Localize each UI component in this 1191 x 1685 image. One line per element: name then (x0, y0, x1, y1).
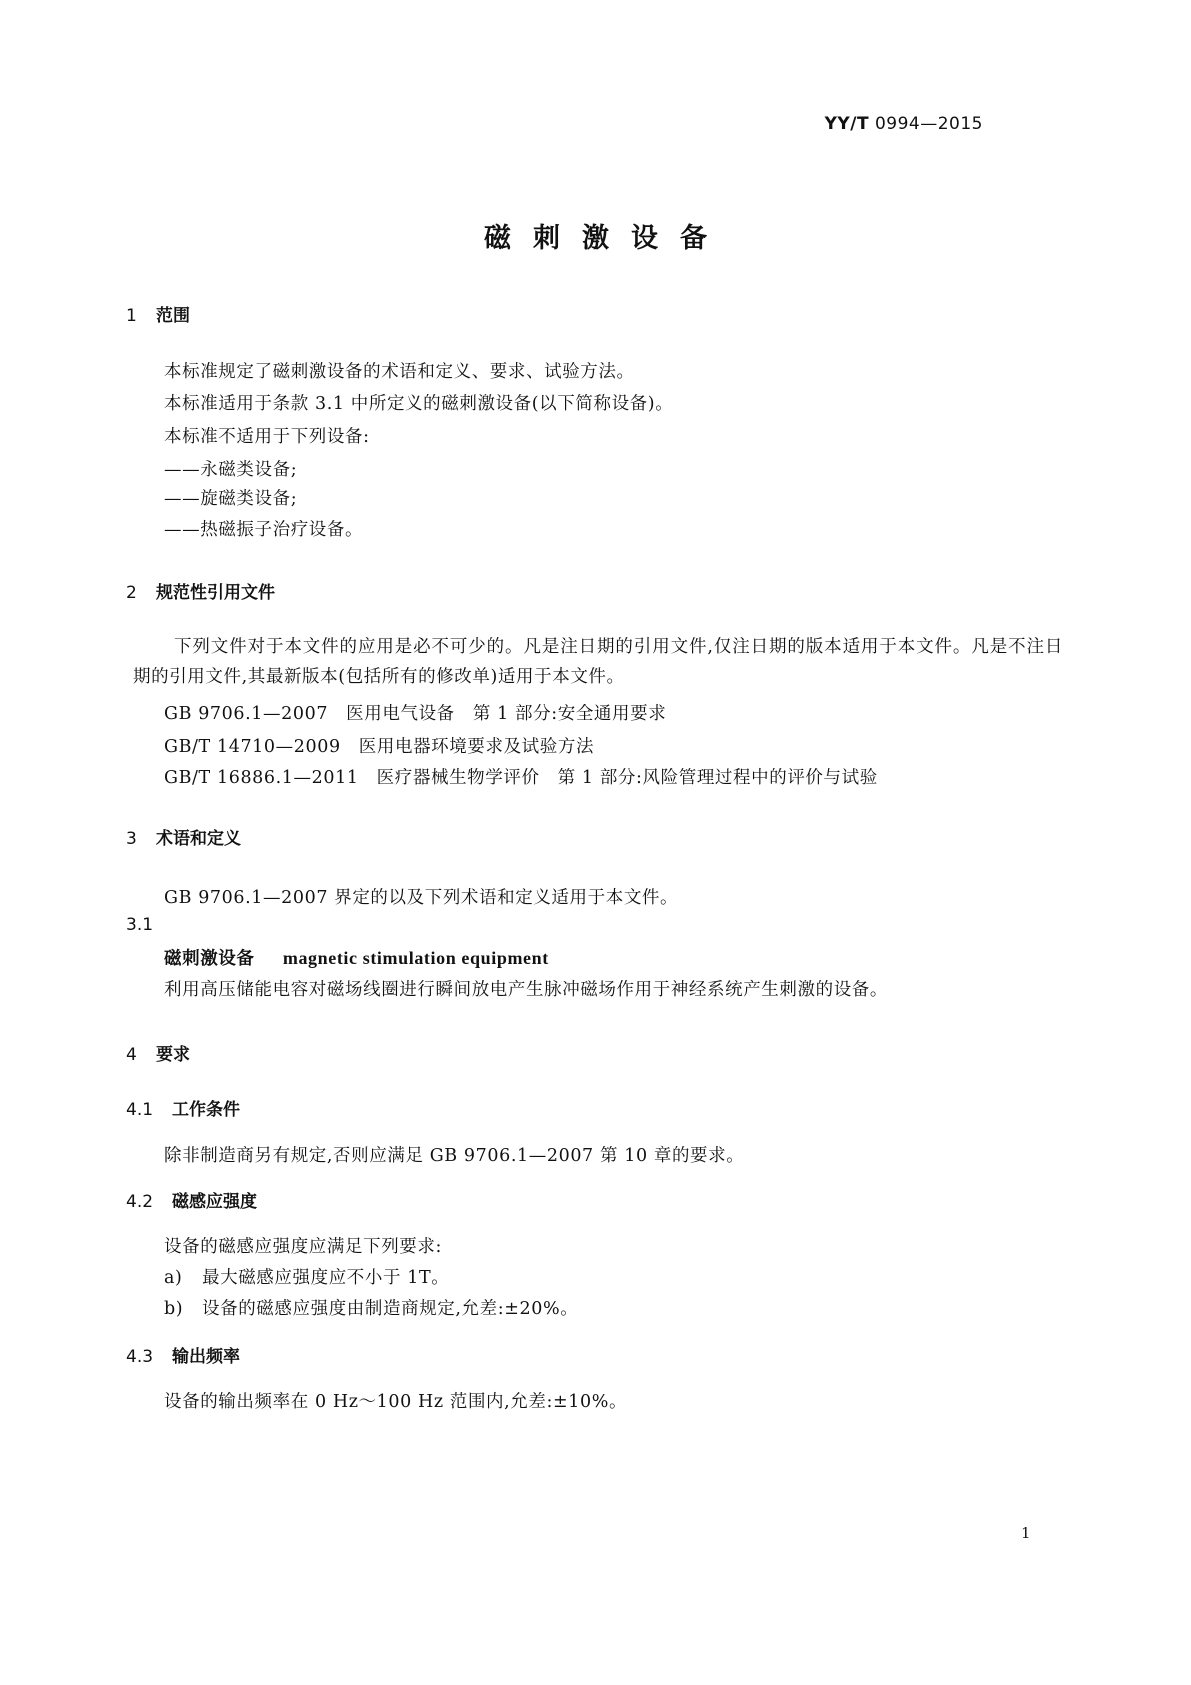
standard-code (825, 114, 983, 134)
paragraph: 本标准适用于条款 3.1 中所定义的磁刺激设备(以下简称设备)。 (164, 394, 674, 414)
list-text: 设备的磁感应强度由制造商规定,允差:±20%。 (202, 1299, 579, 1319)
standard-code-prefix: YY/T (824, 114, 870, 134)
paragraph: 设备的磁感应强度应满足下列要求: (164, 1237, 442, 1257)
section-1-heading (126, 301, 190, 326)
section-4-heading (126, 1040, 190, 1065)
term-definition: 利用高压储能电容对磁场线圈进行瞬间放电产生脉冲磁场作用于神经系统产生刺激的设备。 (164, 980, 888, 1000)
section-number: 3 (126, 829, 137, 849)
paragraph: GB 9706.1—2007 界定的以及下列术语和定义适用于本文件。 (164, 888, 679, 908)
term-chinese: 磁刺激设备 (164, 949, 255, 969)
document-title: 磁刺激设备 (484, 223, 729, 254)
term-number: 3.1 (126, 915, 154, 935)
paragraph: 除非制造商另有规定,否则应满足 GB 9706.1—2007 第 10 章的要求。 (164, 1146, 745, 1166)
section-number: 4.2 (126, 1192, 154, 1212)
section-2-heading (126, 578, 275, 603)
list-item (164, 1295, 578, 1320)
section-title: 输出频率 (172, 1347, 240, 1367)
list-item (164, 1264, 449, 1289)
term-heading (164, 945, 549, 970)
section-title: 规范性引用文件 (156, 583, 275, 603)
paragraph: 本标准不适用于下列设备: (164, 427, 370, 447)
list-label: a) (164, 1268, 183, 1288)
page-number: 1 (1021, 1524, 1031, 1542)
section-number: 4.3 (126, 1347, 154, 1367)
reference-item: GB 9706.1—2007 医用电气设备 第 1 部分:安全通用要求 (164, 704, 667, 724)
section-title: 要求 (156, 1045, 190, 1065)
section-title: 磁感应强度 (172, 1192, 257, 1212)
section-4-2-heading (126, 1187, 257, 1212)
paragraph: 下列文件对于本文件的应用是必不可少的。凡是注日期的引用文件,仅注日期的版本适用于本文件。凡是不注日期的引用文件,其最新版本(包括所有的修改单)适用于本文件。 (133, 637, 1063, 687)
section-number: 4 (126, 1045, 137, 1065)
list-item: ——旋磁类设备; (164, 489, 298, 509)
section-3-heading (126, 824, 241, 849)
list-item: ——热磁振子治疗设备。 (164, 520, 364, 540)
reference-item: GB/T 16886.1—2011 医疗器械生物学评价 第 1 部分:风险管理过程中的评价与试验 (164, 768, 878, 788)
paragraph: 设备的输出频率在 0 Hz～100 Hz 范围内,允差:±10%。 (164, 1392, 628, 1412)
list-text: 最大磁感应强度应不小于 1T。 (202, 1268, 450, 1288)
section-4-3-heading (126, 1342, 240, 1367)
standard-code-number: 0994—2015 (874, 114, 983, 134)
list-label: b) (164, 1299, 184, 1319)
reference-item: GB/T 14710—2009 医用电器环境要求及试验方法 (164, 737, 595, 757)
list-item: ——永磁类设备; (164, 460, 298, 480)
section-title: 范围 (156, 306, 190, 326)
section-4-1-heading (126, 1095, 240, 1120)
section-number: 2 (126, 583, 137, 603)
paragraph: 本标准规定了磁刺激设备的术语和定义、要求、试验方法。 (164, 362, 635, 382)
section-number: 1 (126, 306, 137, 326)
section-title: 工作条件 (172, 1100, 240, 1120)
section-number: 4.1 (126, 1100, 154, 1120)
section-title: 术语和定义 (156, 829, 241, 849)
term-english: magnetic stimulation equipment (282, 948, 549, 968)
